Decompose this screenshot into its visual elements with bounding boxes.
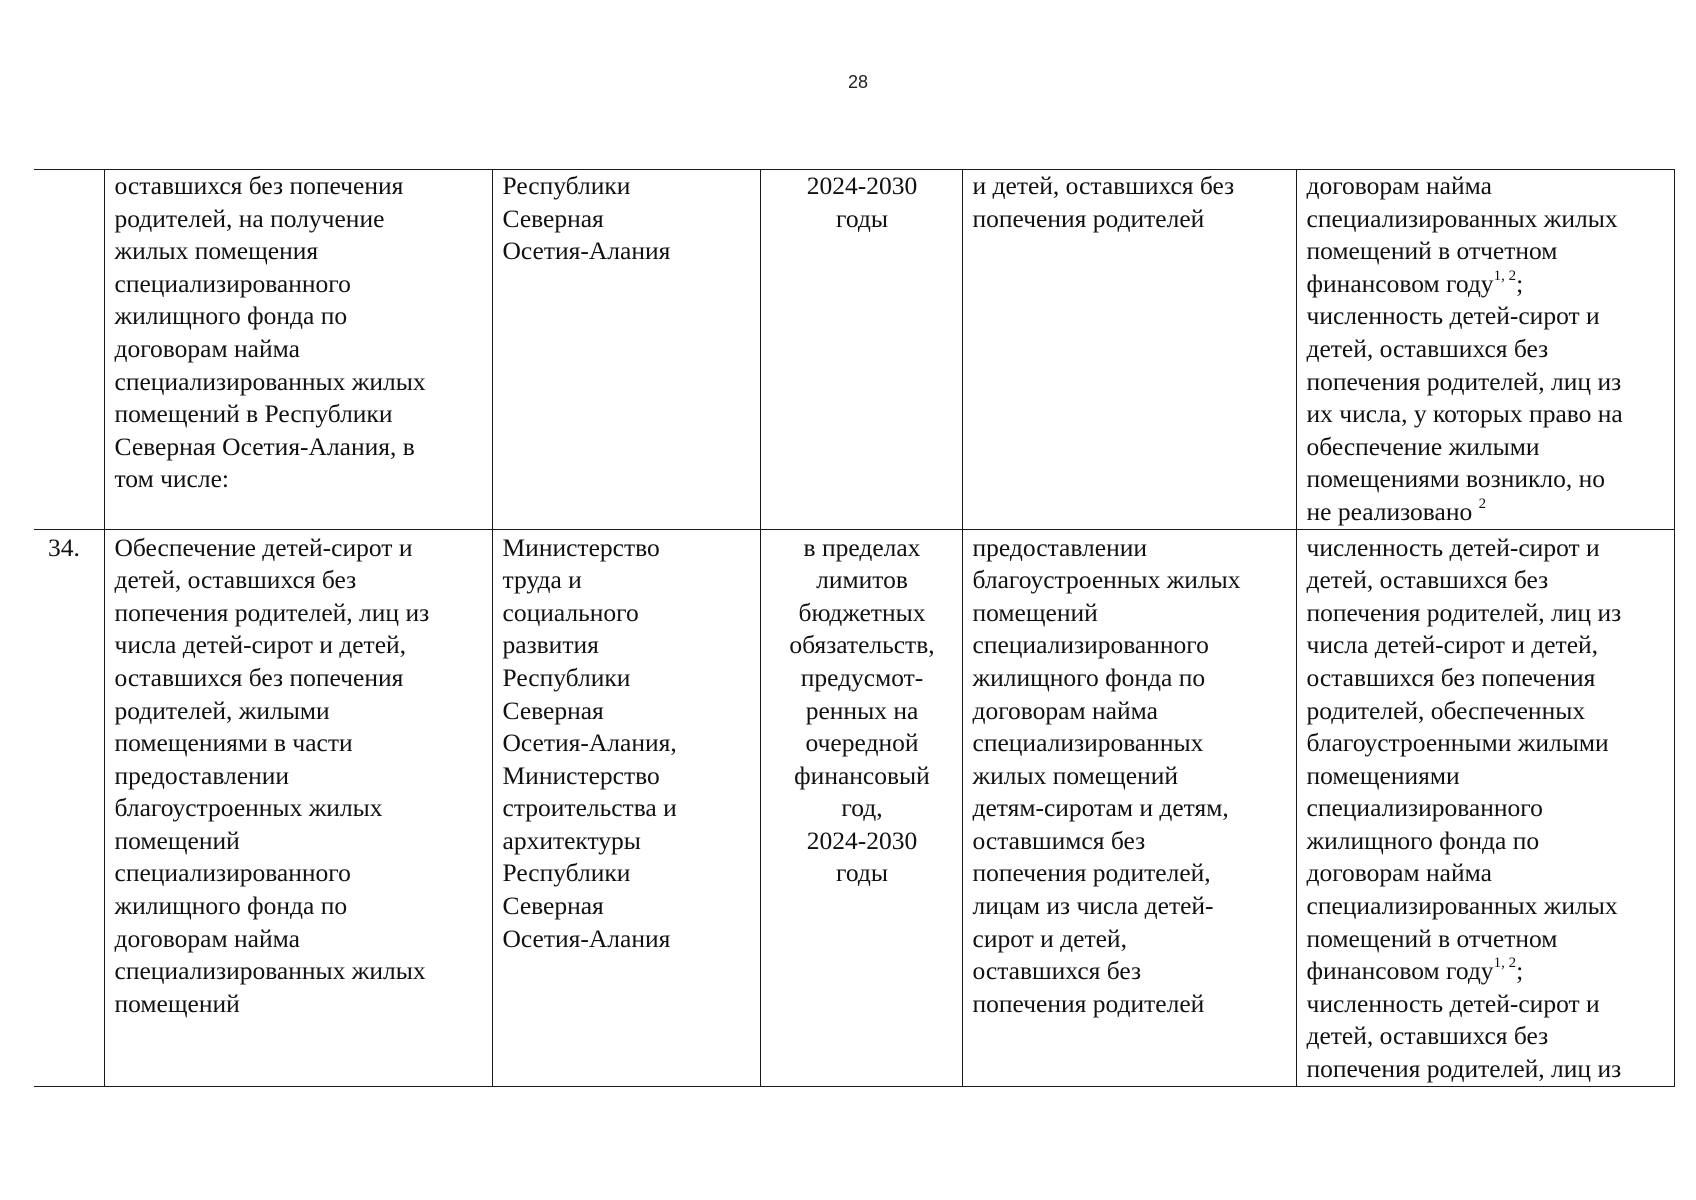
text-line [1307,988,1666,1021]
footnote-reference: 2 [1478,495,1487,512]
line-text: финансовом году [1306,268,1494,298]
result-cell [962,529,1296,1086]
executor-cell [492,170,760,530]
text-line: жилищного фонда по [114,301,348,331]
text-line: числа детей-сирот и детей, [114,630,407,660]
text-line [1307,398,1666,431]
text-line: помещений [114,988,240,1018]
line-text: попечения родителей, лиц из [1306,1054,1622,1084]
text-line: оставшихся без попечения [114,171,404,200]
text-line [1307,792,1666,825]
text-line [1307,1020,1666,1053]
text-line: Северная [502,695,604,725]
line-text: специализированного [1306,793,1543,823]
text-line: годы [836,858,888,888]
deadline-cell [760,170,962,530]
text-line: оставшимся без [972,825,1146,855]
line-text: числа детей-сирот и детей, [1306,630,1599,660]
deadline-cell [760,529,962,1086]
line-text: не реализовано [1306,496,1479,526]
page-number: 28 [847,72,869,92]
text-line: благоустроенных жилых [972,565,1241,595]
text-line [1307,890,1666,923]
text-line [1307,268,1666,301]
text-line: родителей, жилыми [114,695,330,725]
text-line [1307,955,1666,988]
line-text: численность детей-сирот и [1306,301,1600,331]
line-text: помещениями [1306,760,1460,790]
text-line: социального [502,597,639,627]
text-line [1307,203,1666,236]
text-line: договорам найма [114,333,300,363]
text-line: финансовый [794,760,930,790]
text-line: оставшихся без [972,956,1142,986]
text-line: обязательств, [789,630,935,660]
text-line: жилищного фонда по [114,891,348,921]
text-line: ренных на [805,695,919,725]
text-line: Министерство [502,760,660,790]
text-line [1307,496,1666,529]
line-text: детей, оставшихся без [1306,1021,1549,1051]
text-line [1307,825,1666,858]
text-line: договорам найма [114,923,300,953]
text-line: специализированных жилых [114,956,426,986]
text-line: лицам из числа детей- [972,891,1214,921]
text-line [1307,662,1666,695]
text-line: Осетия-Алания [502,923,671,953]
line-text: помещениями возникло, но [1306,464,1605,494]
text-line: жилых помещений [972,760,1179,790]
indicator-cell [1296,529,1674,1086]
text-line: Северная [502,203,604,233]
footnote-reference: 1, 2 [1493,955,1517,972]
text-line: помещениями в части [114,728,353,758]
text-line: благоустроенных жилых [114,793,383,823]
line-text: их числа, у которых право на [1306,399,1623,429]
text-line: годы [836,203,888,233]
event-cell [104,170,492,530]
text-line [1307,857,1666,890]
line-text: договорам найма [1306,858,1492,888]
line-text: специализированных жилых [1306,891,1618,921]
line-text: попечения родителей, лиц из [1306,597,1622,627]
line-text: специализированных жилых [1306,203,1618,233]
line-text: благоустроенными жилыми [1306,728,1609,758]
text-line [1307,727,1666,760]
text-line: попечения родителей, [972,858,1211,888]
text-line [1307,597,1666,630]
text-line [1307,629,1666,662]
text-line: Осетия-Алания [502,236,671,266]
text-line [1307,760,1666,793]
text-line: помещений [114,825,240,855]
text-line: специализированного [972,630,1209,660]
line-punctuation: ; [1516,268,1524,298]
text-line: том числе: [114,464,230,494]
text-line: год, [841,793,883,823]
text-line: Республики [502,662,631,692]
measures-table [34,169,1675,1087]
line-text: обеспечение жилыми [1306,431,1540,461]
text-line [1307,431,1666,464]
text-line [1307,695,1666,728]
text-line: помещений [972,597,1098,627]
line-text: попечения родителей, лиц из [1306,366,1622,396]
text-line: специализированного [114,858,351,888]
line-text: помещений в отчетном [1306,236,1558,266]
text-line: Осетия-Алания, [502,728,677,758]
line-text: финансовом году [1306,956,1494,986]
text-line: Северная [502,891,604,921]
line-text: родителей, обеспеченных [1306,695,1586,725]
line-text: оставшихся без попечения [1306,662,1596,692]
line-text: детей, оставшихся без [1306,565,1549,595]
row-number-cell: 34. [34,529,104,1086]
text-line: строительства и [502,793,677,823]
text-line: детей, оставшихся без [114,565,357,595]
text-line [1307,235,1666,268]
text-line: договорам найма [972,695,1158,725]
text-line: Республики [502,171,631,200]
text-line: Обеспечение детей-сирот и [114,532,413,562]
text-line [1307,170,1666,203]
text-line: предоставлении [114,760,290,790]
text-line: жилищного фонда по [972,662,1206,692]
text-line: и детей, оставшихся без [972,171,1235,200]
text-line: предоставлении [972,532,1148,562]
text-line: очередной [805,728,919,758]
footnote-reference: 1, 2 [1493,267,1517,284]
indicator-cell [1296,170,1674,530]
text-line: специализированного [114,268,351,298]
result-cell [962,170,1296,530]
text-line: 2024-2030 [806,825,918,855]
text-line: оставшихся без попечения [114,662,404,692]
text-line [1307,923,1666,956]
line-text: помещений в отчетном [1306,923,1558,953]
text-line [1307,300,1666,333]
text-line: попечения родителей [972,203,1205,233]
table-row [34,529,1674,1086]
event-cell [104,529,492,1086]
text-line: специализированных [972,728,1204,758]
text-line: детям-сиротам и детям, [972,793,1229,823]
text-line: попечения родителей [972,988,1205,1018]
table-row [34,170,1674,530]
text-line: специализированных жилых [114,366,426,396]
line-text: детей, оставшихся без [1306,333,1549,363]
text-line: жилых помещения [114,236,319,266]
text-line [1307,564,1666,597]
text-line: помещений в Республики [114,399,393,429]
line-text: договорам найма [1306,171,1492,200]
line-text: жилищного фонда по [1306,825,1540,855]
text-line: Республики [502,858,631,888]
text-line: архитектуры [502,825,641,855]
text-line: 2024-2030 [806,171,918,200]
executor-cell [492,529,760,1086]
text-line: лимитов [816,565,908,595]
text-line: в пределах [803,532,921,562]
text-line: сирот и детей, [972,923,1127,953]
text-line: Северная Осетия-Алания, в [114,431,415,461]
text-line [1307,1053,1666,1086]
line-text: численность детей-сирот и [1306,532,1600,562]
text-line [1307,333,1666,366]
text-line [1307,532,1666,565]
text-line [1307,463,1666,496]
text-line: труда и [502,565,582,595]
text-line: развития [502,630,599,660]
text-line: бюджетных [798,597,926,627]
line-punctuation: ; [1516,956,1524,986]
text-line: предусмот- [800,662,924,692]
line-text: численность детей-сирот и [1306,988,1600,1018]
text-line: попечения родителей, лиц из [114,597,430,627]
row-number-cell [34,170,104,530]
text-line [1307,366,1666,399]
text-line: родителей, на получение [114,203,385,233]
text-line: Министерство [502,532,660,562]
